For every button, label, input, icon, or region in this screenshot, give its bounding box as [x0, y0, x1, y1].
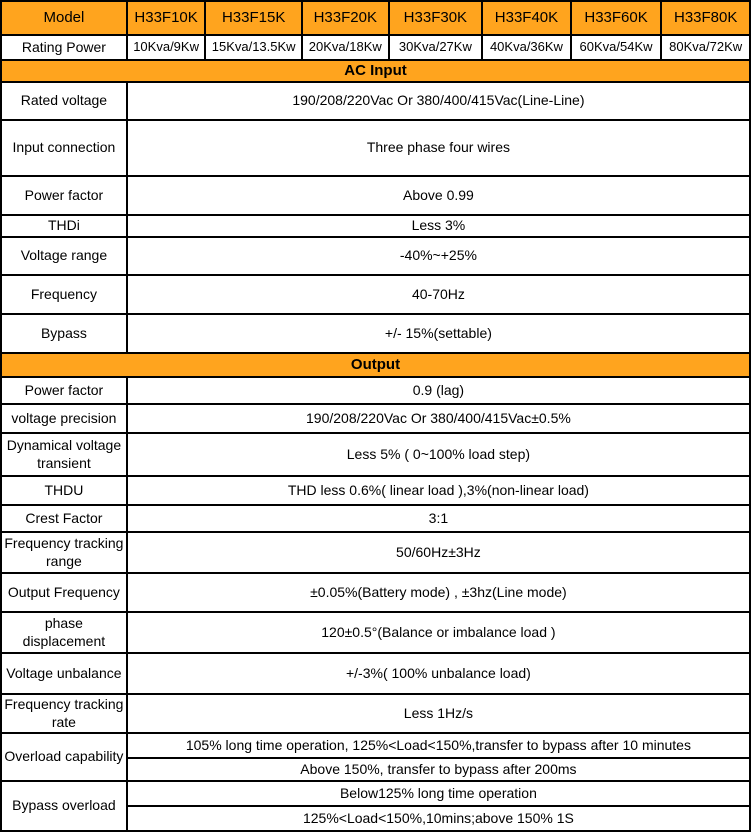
row-value: 120±0.5°(Balance or imbalance load ) — [127, 612, 750, 653]
row-label: voltage precision — [1, 404, 127, 433]
row-value: 40-70Hz — [127, 275, 750, 314]
row-value: Below125% long time operation — [127, 781, 750, 806]
spec-row — [1, 532, 750, 573]
spec-row — [1, 653, 750, 694]
spec-row — [1, 694, 750, 733]
row-value: Less 1Hz/s — [127, 694, 750, 733]
spec-row — [1, 573, 750, 612]
row-label: Bypass — [1, 314, 127, 353]
row-value: 0.9 (lag) — [127, 377, 750, 404]
row-label: Crest Factor — [1, 505, 127, 532]
spec-row — [1, 176, 750, 215]
model-name-cell: H33F20K — [302, 1, 389, 35]
rating-power-cell: 15Kva/13.5Kw — [205, 35, 302, 60]
row-value: THD less 0.6%( linear load ),3%(non-linear load) — [127, 476, 750, 505]
row-value: 105% long time operation, 125%<Load<150%,transfer to bypass after 10 minutes — [127, 733, 750, 758]
spec-row — [1, 237, 750, 275]
row-value: +/-3%( 100% unbalance load) — [127, 653, 750, 694]
row-label: Frequency tracking rate — [1, 694, 127, 733]
spec-row — [1, 476, 750, 505]
model-name-cell: H33F80K — [661, 1, 750, 35]
row-value: 190/208/220Vac Or 380/400/415Vac(Line-Line) — [127, 82, 750, 120]
spec-row — [1, 433, 750, 476]
row-label: Frequency tracking range — [1, 532, 127, 573]
row-label: THDi — [1, 215, 127, 237]
section-title: Output — [1, 353, 750, 377]
rating-power-row — [1, 35, 750, 60]
spec-row — [1, 215, 750, 237]
row-value: 190/208/220Vac Or 380/400/415Vac±0.5% — [127, 404, 750, 433]
spec-row — [1, 505, 750, 532]
row-label: Rated voltage — [1, 82, 127, 120]
rating-power-cell: 60Kva/54Kw — [571, 35, 662, 60]
row-value: 50/60Hz±3Hz — [127, 532, 750, 573]
row-value: Less 3% — [127, 215, 750, 237]
model-name-cell: H33F30K — [389, 1, 483, 35]
rating-power-cell: 20Kva/18Kw — [302, 35, 389, 60]
row-label: THDU — [1, 476, 127, 505]
spec-row — [1, 612, 750, 653]
row-value: Above 150%, transfer to bypass after 200ms — [127, 758, 750, 781]
spec-row — [1, 377, 750, 404]
spec-row — [1, 404, 750, 433]
rating-power-cell: 30Kva/27Kw — [389, 35, 483, 60]
row-value: -40%~+25% — [127, 237, 750, 275]
spec-row — [1, 120, 750, 176]
spec-row-bypass-overload — [1, 781, 750, 806]
section-title: AC Input — [1, 60, 750, 82]
rating-power-cell: 40Kva/36Kw — [482, 35, 571, 60]
model-name-cell: H33F15K — [205, 1, 302, 35]
rating-power-label: Rating Power — [1, 35, 127, 60]
rating-power-cell: 80Kva/72Kw — [661, 35, 750, 60]
row-label: Frequency — [1, 275, 127, 314]
model-name-cell: H33F60K — [571, 1, 662, 35]
model-name-cell: H33F40K — [482, 1, 571, 35]
section-header-output — [1, 353, 750, 377]
spec-row — [1, 275, 750, 314]
rating-power-cell: 10Kva/9Kw — [127, 35, 206, 60]
row-label: Overload capability — [1, 733, 127, 781]
row-label: Voltage range — [1, 237, 127, 275]
section-header-ac-input — [1, 60, 750, 82]
row-label: Bypass overload — [1, 781, 127, 831]
row-value: ±0.05%(Battery mode) , ±3hz(Line mode) — [127, 573, 750, 612]
row-value: Three phase four wires — [127, 120, 750, 176]
row-label: Power factor — [1, 176, 127, 215]
spec-row — [1, 314, 750, 353]
row-label: Voltage unbalance — [1, 653, 127, 694]
model-name-cell: H33F10K — [127, 1, 206, 35]
row-label: phase displacement — [1, 612, 127, 653]
model-header-label: Model — [1, 1, 127, 35]
row-value: 125%<Load<150%,10mins;above 150% 1S — [127, 806, 750, 831]
row-label: Dynamical voltage transient — [1, 433, 127, 476]
row-value: Less 5% ( 0~100% load step) — [127, 433, 750, 476]
row-label: Input connection — [1, 120, 127, 176]
row-label: Output Frequency — [1, 573, 127, 612]
model-header-row — [1, 1, 750, 35]
row-value: 3:1 — [127, 505, 750, 532]
row-value: Above 0.99 — [127, 176, 750, 215]
spec-row-overload — [1, 733, 750, 758]
row-label: Power factor — [1, 377, 127, 404]
spec-row — [1, 82, 750, 120]
row-value: +/- 15%(settable) — [127, 314, 750, 353]
